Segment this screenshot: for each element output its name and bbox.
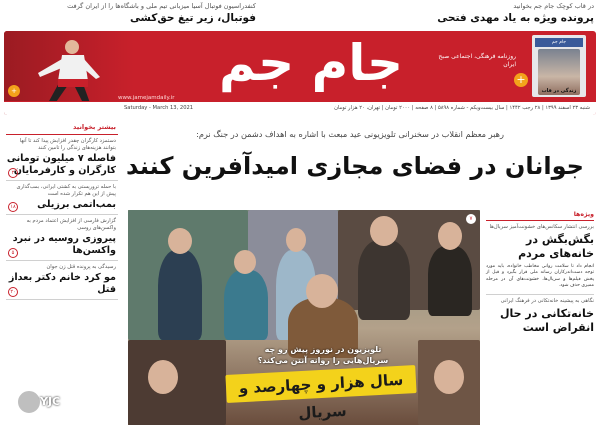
main-photo-collage[interactable] (128, 210, 480, 425)
top-right-headline: پرونده ویژه به یاد مهدی فتحی (437, 12, 594, 24)
person-head (148, 360, 178, 394)
feature-body-block (486, 264, 594, 290)
feature-title: بگش‌بگش در خانه‌های مردم (518, 233, 594, 260)
top-right-kicker: در قاب کوچک جام جم بخوانید (513, 2, 594, 10)
paper-description: روزنامه فرهنگی، اجتماعی صبح ایران (438, 53, 516, 68)
top-left-headline: فوتبال، زیر تیغ حق‌کشی (129, 12, 256, 24)
person-head (438, 222, 462, 250)
feature-item[interactable] (486, 224, 594, 261)
top-left-kicker: کنفدراسیون فوتبال آسیا میزبانی تیم ملی و باشگاه‌ها را از ایران گرفت (67, 2, 256, 10)
page-number-badge: ۵ (8, 248, 18, 258)
sidebar-header: بیشتر بخوانید (6, 121, 118, 135)
masthead-badge: + (8, 85, 20, 97)
sidebar-item-title: فاصله ۷ میلیون تومانی کارگران و کارفرمایان (6, 153, 116, 176)
person-head (306, 274, 338, 308)
top-right-teaser[interactable] (344, 2, 594, 24)
feature-body: انجام داد تا سلامت روانی مخاطب خانواده، باید مورد توجه دست‌اندرکاران رسانه ملی قرار بگیرد و قبل از پخش فیلم‌ها و سریال‌ها، خشونت‌های آن در مرحله ممیزی حذف شود. (486, 264, 594, 289)
feature-kicker: بررسی انتشار سکانس‌های خشونت‌آمیز سریال‌ها (489, 224, 594, 230)
sidebar-item-title: پیروزی روسیه در نبرد واکسن‌ها (12, 233, 116, 256)
sidebar-more-read (6, 121, 118, 421)
feature-item[interactable] (486, 298, 594, 335)
logo[interactable]: جام جم (218, 34, 404, 92)
photo-caption-big: سال هزار و چهارصد و سریال (225, 365, 416, 403)
page-number-badge: ۷ (466, 214, 476, 224)
promo-caption: جام جم (535, 38, 583, 47)
top-left-teaser[interactable] (6, 2, 256, 24)
watermark-text: YJC (40, 395, 61, 408)
person-figure (158, 250, 202, 340)
issue-info-en: Saturday - March 13, 2021 (124, 105, 194, 111)
lead-headline[interactable]: جوانان در فضای مجازی امیدآفرین کنند (126, 152, 584, 180)
sidebar-item-title: بمب‌اتمی برزیلی (37, 199, 116, 210)
website-url[interactable]: www.jamejamdaily.ir (118, 95, 175, 101)
page-number-badge: ۱۸ (8, 202, 18, 212)
person-head (286, 228, 306, 252)
person-head (434, 360, 464, 394)
sidebar-item[interactable] (6, 261, 118, 300)
feature-title: خانه‌تکانی در حال انقراض است (499, 306, 594, 334)
player-figure-icon (24, 37, 104, 107)
feature-kicker: نگاهی به پیشینه خانه‌تکانی در فرهنگ ایرانی (500, 297, 594, 304)
sidebar-item[interactable] (6, 135, 118, 181)
lead-kicker: رهبر معظم انقلاب در سخنرانی تلویزیونی عید مبعث با اشاره به اهداف دشمن در جنگ نرم: (196, 129, 504, 139)
right-column-header: ویژه‌ها (486, 210, 594, 221)
yjc-logo-icon (16, 389, 42, 415)
sidebar-item-kicker: رسیدگی به پرونده قتل زن جوان (46, 264, 116, 270)
page-number-badge: ۲۰ (8, 287, 18, 297)
promo-title: زندگی در قاب (541, 88, 577, 94)
photo-caption-small: تلویزیون در نوروز پیش رو چه سریال‌هایی را روانه آنتن می‌کند؟ (257, 345, 389, 365)
sidebar-item[interactable] (6, 181, 118, 215)
promo-magazine-cover[interactable] (532, 35, 586, 97)
yjc-watermark (16, 387, 66, 417)
top-strip (0, 0, 600, 30)
sidebar-item-kicker: دستمزد کارگران چقدر افزایش پیدا کند تا آنها بتوانند هزینه‌های زندگی را تامین کنند (19, 138, 116, 151)
right-column-features (486, 210, 594, 425)
sidebar-item-title: مو کرد خانم دکتر بعداز قتل (8, 272, 116, 295)
masthead (4, 31, 596, 115)
person-head (370, 216, 398, 246)
person-figure (358, 240, 410, 320)
person-head (234, 250, 256, 274)
issue-info-fa: شنبه ۲۳ اسفند ۱۳۹۹ | ۲۸ رجب ۱۴۴۲ | سال بیست‌ویکم - شماره ۵۸۹۸ | ۸ صفحه | ۲۰۰۰ تومان | تهران، ۲۰ هزار تومان (334, 105, 590, 111)
person-figure (428, 246, 472, 316)
person-figure (224, 270, 268, 340)
plus-icon[interactable]: + (514, 73, 528, 87)
issue-info-bar (4, 101, 596, 115)
sidebar-item[interactable] (6, 215, 118, 261)
sidebar-item-kicker: گزارش فارسی از افزایش اعتماد مردم به واکسن‌های روسی (26, 218, 116, 231)
page-number-badge: ۲ (8, 168, 18, 178)
divider (486, 294, 594, 295)
person-head (168, 228, 192, 254)
sidebar-item-kicker: با حمله تروریستی به کشتی ایرانی، بمب‌گذاری پیش از این هم تکرار شده است (16, 184, 116, 197)
